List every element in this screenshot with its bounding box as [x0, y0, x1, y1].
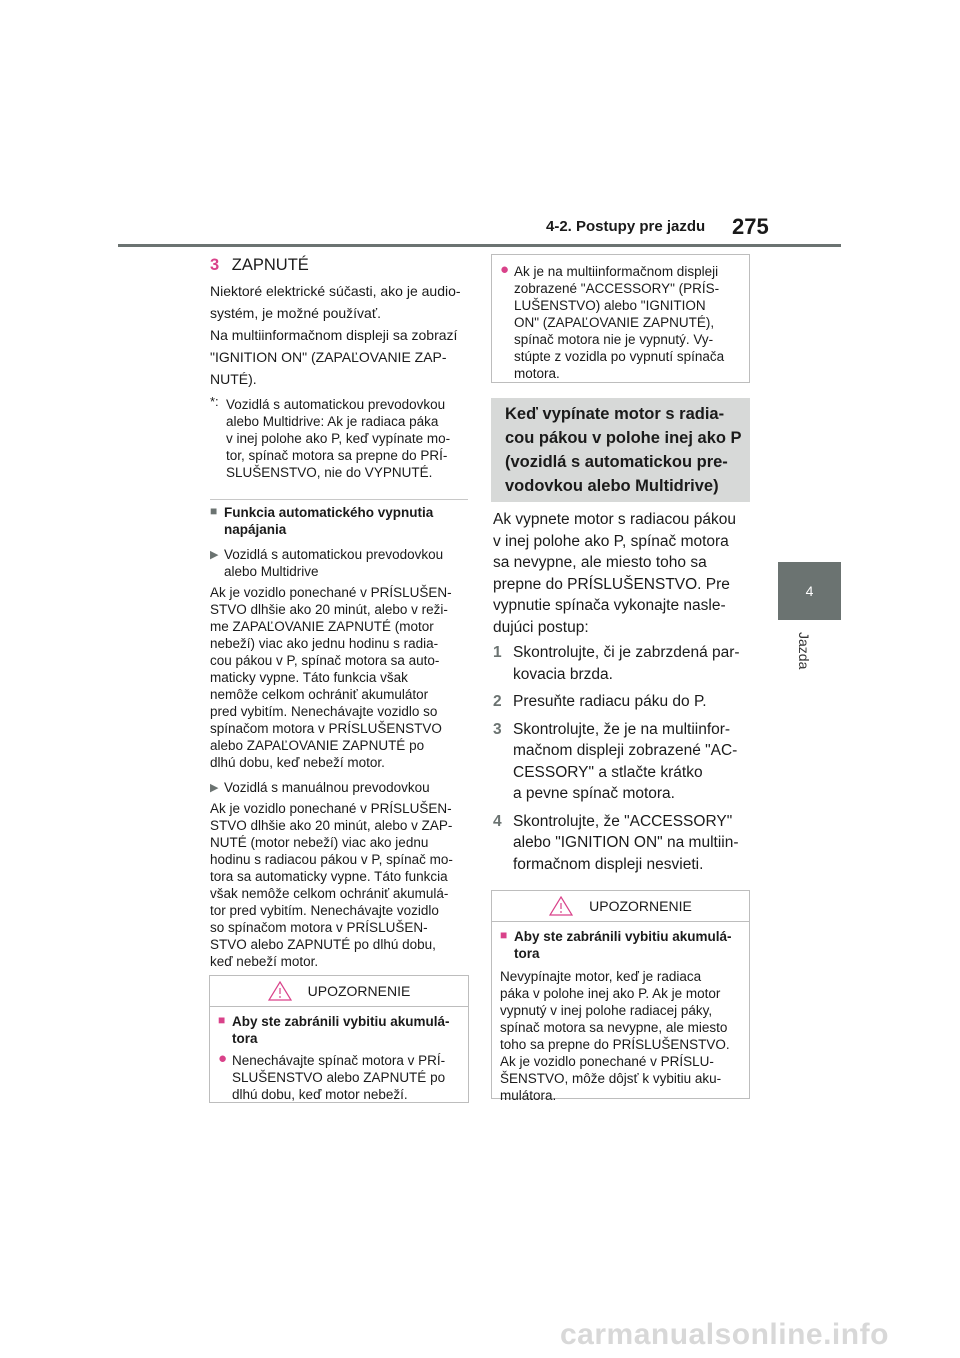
text-line: spínač motora nie je vypnutý. Vy-	[514, 332, 714, 347]
text-line: vypnutý v inej polohe radiacej páky,	[500, 1003, 713, 1018]
caution-box-left	[209, 975, 469, 1103]
text-line: Skontrolujte, že "ACCESSORY"	[513, 812, 733, 830]
heading-line: (vozidlá s automatickou pre-	[505, 453, 728, 471]
text-line: tora	[514, 946, 540, 961]
text-line: v inej polohe ako P, spínač motora	[493, 532, 729, 550]
section-heading-band	[491, 398, 750, 502]
text-line: spínač motora sa nevypne, ale miesto	[500, 1020, 728, 1035]
caution-label: UPOZORNENIE	[307, 983, 411, 999]
caution-body	[492, 922, 749, 1104]
text-line: alebo Multidrive: Ak je radiaca páka	[226, 414, 439, 429]
text-line: Ak je na multiinformačnom displeji	[514, 264, 719, 279]
text-line: SLUŠENSTVO alebo ZAPNUTÉ po	[232, 1070, 446, 1085]
text-line: Vozidlá s manuálnou prevodovkou	[224, 780, 430, 795]
text-line: Na multiinformačnom displeji sa zobrazí	[210, 327, 458, 343]
section-divider	[210, 499, 468, 500]
section-title: 4-2. Postupy pre jazdu	[546, 218, 706, 235]
step-3	[493, 719, 755, 805]
triangle-bullet-icon: ▶	[210, 782, 219, 794]
step-4	[493, 811, 755, 876]
text-line: SLUŠENSTVO, nie do VYPNUTÉ.	[226, 465, 433, 480]
watermark: carmanualsonline.info	[560, 1318, 889, 1351]
item-3-heading	[210, 254, 470, 276]
text-line: Presuňte radiacu páku do P.	[513, 693, 707, 710]
text-line: cou pákou v P, spínač motora sa auto-	[210, 653, 440, 668]
text-line: Niektoré elektrické súčasti, ako je audio-	[210, 283, 461, 299]
text-line: LUŠENSTVO) alebo "IGNITION	[514, 298, 706, 313]
step-number: 4	[493, 812, 502, 830]
text-line: prepne do PRÍSLUŠENSTVO. Pre	[493, 575, 730, 593]
text-line: Funkcia automatického vypnutia	[224, 505, 434, 520]
note-bullet	[500, 263, 741, 382]
text-line: formačnom displeji nesvieti.	[513, 855, 704, 873]
text-line: pred vybitím. Nenechávajte vozidlo so	[210, 704, 438, 719]
auto-off-subhead-2	[210, 779, 470, 796]
text-line: ŠENSTVO, môže dôjsť k vybitiu aku-	[500, 1071, 722, 1086]
caution-title	[500, 928, 741, 962]
caution-header	[492, 891, 749, 921]
text-line: tor, spínač motora sa prepne do PRÍ-	[226, 448, 448, 463]
step-1	[493, 642, 755, 685]
text-line: mulátora.	[500, 1088, 557, 1103]
caution-label: UPOZORNENIE	[589, 898, 692, 914]
auto-off-subhead-1	[210, 546, 470, 580]
text-line: napájania	[224, 522, 287, 537]
text-line: me ZAPAĽOVANIE ZAPNUTÉ (motor	[210, 619, 434, 634]
text-line: maticky vypne. Táto funkcia však	[210, 670, 408, 685]
step-2	[493, 691, 755, 713]
heading-line: vodovkou alebo Multidrive)	[505, 477, 719, 495]
text-line: STVO alebo ZAPNUTÉ po dlhú dobu,	[210, 937, 436, 952]
text-line: Nevypínajte motor, keď je radiaca	[500, 969, 702, 984]
text-line: Aby ste zabránili vybitiu akumulá-	[514, 929, 732, 944]
heading-line: Keď vypínate motor s radia-	[505, 405, 725, 423]
text-line: Skontrolujte, či je zabrzdená par-	[513, 644, 740, 661]
text-line: Vozidlá s automatickou prevodovkou	[226, 397, 446, 412]
caution-bullet	[218, 1052, 460, 1103]
text-line: Ak je vozidlo ponechané v PRÍSLUŠEN-	[210, 801, 452, 816]
text-line: kovacia brzda.	[513, 665, 613, 683]
caution-text	[500, 968, 741, 1104]
text-line: tora	[232, 1031, 258, 1046]
note-box	[491, 254, 750, 383]
text-line: spínačom motora v PRÍSLUŠENSTVO	[210, 721, 442, 736]
text-line: alebo ZAPAĽOVANIE ZAPNUTÉ po	[210, 738, 425, 753]
text-line: zobrazené "ACCESSORY" (PRÍS-	[514, 281, 720, 296]
chapter-tab[interactable]: 4	[778, 562, 841, 620]
left-column	[210, 254, 470, 970]
item-3-body	[210, 280, 470, 390]
footnote	[210, 396, 470, 481]
item-3-label: ZAPNUTÉ	[231, 256, 309, 274]
text-line: tor pred vybitím. Nenechávajte vozidlo	[210, 903, 439, 918]
round-bullet-icon: ●	[500, 261, 510, 278]
item-3-number: 3	[210, 256, 220, 274]
text-line: Skontrolujte, že je na multiinfor-	[513, 720, 731, 738]
text-line: nebeží) viac ako jednu hodinu s radia-	[210, 636, 439, 651]
text-line: vypnutie spínača vykonajte nasle-	[493, 597, 726, 614]
text-line: páka v polohe inej ako P. Ak je motor	[500, 986, 721, 1001]
text-line: toho sa prepne do PRÍSLUŠENSTVO.	[500, 1037, 730, 1052]
text-line: alebo "IGNITION ON" na multiin-	[513, 834, 739, 851]
step-number: 1	[493, 644, 502, 661]
round-bullet-icon: ●	[218, 1050, 228, 1067]
header-divider	[118, 244, 841, 247]
text-line: sa nevypne, ale miesto toho sa	[493, 554, 707, 571]
text-line: NUTÉ (motor nebeží) viac ako jednu	[210, 835, 429, 850]
heading-line: cou pákou v polohe inej ako P	[505, 429, 742, 447]
caution-header	[210, 976, 468, 1006]
caution-title	[218, 1013, 460, 1047]
procedure-intro	[493, 509, 755, 638]
text-line: dujúci postup:	[493, 618, 589, 636]
text-line: alebo Multidrive	[224, 564, 319, 579]
step-number: 2	[493, 693, 502, 710]
text-line: Ak vypnete motor s radiacou pákou	[493, 511, 736, 528]
text-line: nemôže celkom ochrániť akumulátor	[210, 687, 429, 702]
text-line: Nenechávajte spínač motora v PRÍ-	[232, 1053, 446, 1068]
auto-off-para-1	[210, 584, 470, 771]
warning-triangle-icon	[549, 896, 573, 916]
text-line: mačnom displeji zobrazené "AC-	[513, 742, 738, 759]
text-line: "IGNITION ON" (ZAPAĽOVANIE ZAP-	[210, 349, 447, 365]
chapter-label-text: Jazda	[796, 632, 812, 670]
text-line: dlhú dobu, keď nebeží motor.	[210, 755, 385, 770]
text-line: CESSORY" a stlačte krátko	[513, 763, 703, 781]
text-line: so spínačom motora v PRÍSLUŠEN-	[210, 920, 428, 935]
text-line: Vozidlá s automatickou prevodovkou	[224, 547, 444, 562]
footnote-marker: *:	[210, 394, 219, 409]
triangle-bullet-icon: ▶	[210, 549, 219, 561]
text-line: STVO dlhšie ako 20 minút, alebo v reži-	[210, 602, 448, 617]
procedure	[493, 509, 755, 875]
page-number: 275	[732, 214, 769, 239]
text-line: tora sa automaticky vypne. Táto funkcia	[210, 869, 448, 884]
step-number: 3	[493, 720, 502, 738]
text-line: dlhú dobu, keď motor nebeží.	[232, 1087, 408, 1102]
text-line: STVO dlhšie ako 20 minút, alebo v ZAP-	[210, 818, 453, 833]
text-line: keď nebeží motor.	[210, 954, 319, 969]
auto-off-para-2	[210, 800, 470, 970]
text-line: v inej polohe ako P, keď vypínate mo-	[226, 431, 451, 446]
text-line: Aby ste zabránili vybitiu akumulá-	[232, 1014, 450, 1029]
caution-box-right	[491, 890, 750, 1103]
text-line: systém, je možné používať.	[210, 305, 381, 321]
text-line: NUTÉ).	[210, 371, 257, 387]
text-line: motora.	[514, 366, 560, 381]
text-line: hodinu s radiacou pákou v P, spínač mo-	[210, 852, 453, 867]
text-line: Ak je vozidlo ponechané v PRÍSLUŠEN-	[210, 585, 452, 600]
square-bullet-icon: ■	[218, 1013, 226, 1027]
square-bullet-icon: ■	[210, 504, 218, 518]
text-line: ON" (ZAPAĽOVANIE ZAPNUTÉ),	[514, 315, 715, 330]
warning-triangle-icon	[268, 981, 292, 1001]
text-line: Ak je vozidlo ponechané v PRÍSLU-	[500, 1054, 714, 1069]
chapter-tab-label	[778, 632, 841, 672]
text-line: však nemôže celkom ochrániť akumulá-	[210, 886, 449, 901]
auto-off-title	[210, 504, 470, 538]
text-line: a pevne spínač motora.	[513, 785, 675, 802]
caution-body	[210, 1007, 468, 1103]
square-bullet-icon: ■	[500, 928, 508, 942]
text-line: stúpte z vozidla po vypnutí spínača	[514, 349, 725, 364]
